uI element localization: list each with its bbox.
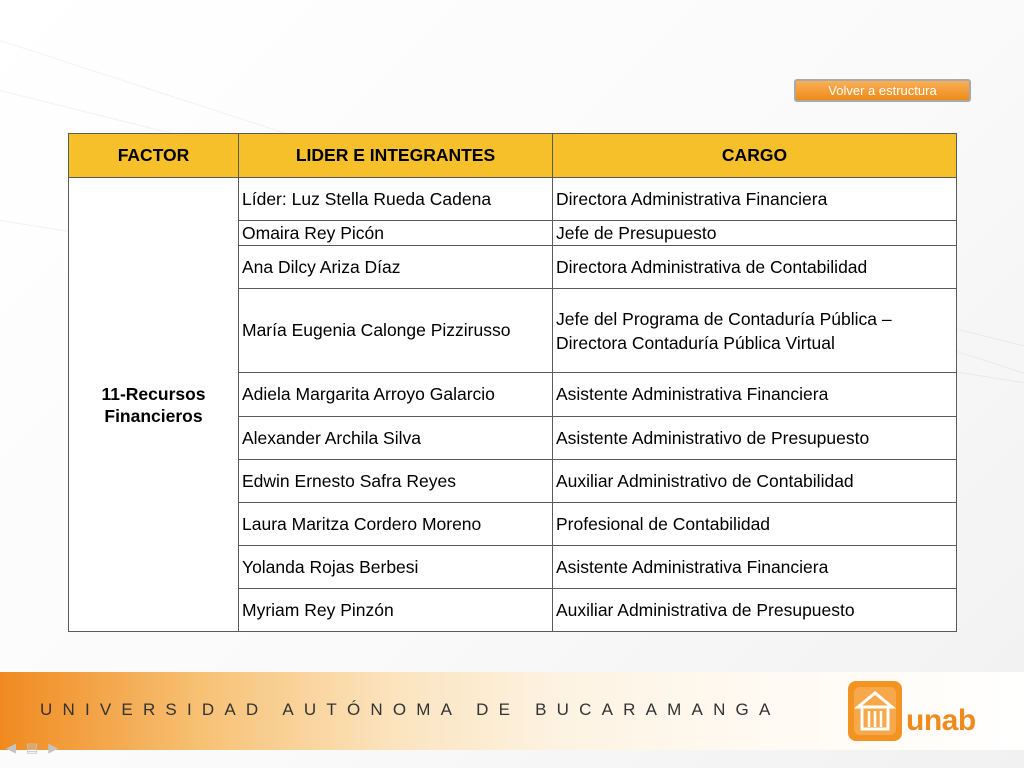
back-to-structure-button[interactable]: Volver a estructura	[794, 79, 971, 102]
member-role: Profesional de Contabilidad	[553, 503, 957, 546]
table-header-row	[69, 134, 957, 178]
member-name: Adiela Margarita Arroyo Galarcio	[239, 373, 553, 417]
member-role: Directora Administrativa de Contabilidad	[553, 246, 957, 289]
member-role: Asistente Administrativa Financiera	[553, 373, 957, 417]
member-name: Laura Maritza Cordero Moreno	[239, 503, 553, 546]
member-role: Asistente Administrativa Financiera	[553, 546, 957, 589]
factor-cell	[69, 178, 239, 632]
header-factor: FACTOR	[69, 134, 239, 178]
member-role: Directora Administrativa Financiera	[553, 178, 957, 221]
member-name: Myriam Rey Pinzón	[239, 589, 553, 632]
member-role: Auxiliar Administrativa de Presupuesto	[553, 589, 957, 632]
slide-nav-controls	[6, 740, 58, 756]
next-slide-icon[interactable]: ▶	[48, 740, 59, 755]
header-role: CARGO	[553, 134, 957, 178]
university-name: UNIVERSIDAD AUTÓNOMA DE BUCARAMANGA	[40, 700, 781, 719]
factor-label-line2: Financieros	[104, 405, 203, 426]
building-icon	[848, 681, 902, 741]
members-table	[68, 133, 957, 632]
table-row	[69, 178, 957, 221]
member-role: Jefe de Presupuesto	[553, 221, 957, 246]
factor-label-line1: 11-Recursos	[101, 383, 206, 404]
member-name: María Eugenia Calonge Pizzirusso	[239, 289, 553, 373]
member-role: Jefe del Programa de Contaduría Pública – Directora Contaduría Pública Virtual	[553, 289, 957, 373]
logo-wordmark: unab	[906, 704, 976, 737]
header-members: LIDER E INTEGRANTES	[239, 134, 553, 178]
previous-slide-icon[interactable]: ◀	[6, 740, 16, 755]
member-name: Ana Dilcy Ariza Díaz	[239, 246, 553, 289]
member-name: Alexander Archila Silva	[239, 417, 553, 460]
member-name: Yolanda Rojas Berbesi	[239, 546, 553, 589]
university-logo-icon	[848, 681, 902, 741]
member-name: Edwin Ernesto Safra Reyes	[239, 460, 553, 503]
member-role: Asistente Administrativo de Presupuesto	[553, 417, 957, 460]
slide-menu-icon[interactable]: ▤	[26, 740, 39, 755]
member-name: Omaira Rey Picón	[239, 221, 553, 246]
leader-name: Líder: Luz Stella Rueda Cadena	[239, 178, 553, 221]
member-role: Auxiliar Administrativo de Contabilidad	[553, 460, 957, 503]
